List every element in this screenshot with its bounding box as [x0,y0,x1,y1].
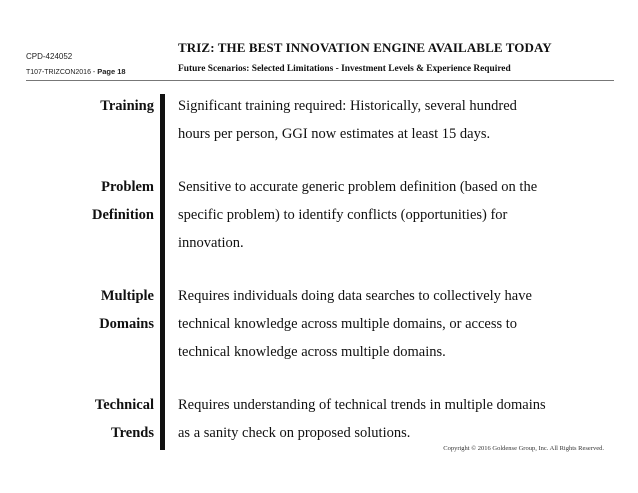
row-description-line: specific problem) to identify conflicts (opportunities) for [178,207,508,223]
document-id: CPD-424052 [26,52,73,61]
row-description-line: technical knowledge across multiple domains. [178,344,446,360]
row-label-line: Multiple [100,288,154,304]
row-description [178,391,618,447]
row-label [100,92,154,120]
row-label-line: Problem [101,179,154,195]
row-label [95,391,154,447]
vertical-divider-bar [160,94,165,450]
row-label-line: Trends [111,425,154,441]
row-description-line: innovation. [178,235,244,251]
copyright-notice: Copyright © 2016 Goldense Group, Inc. All Rights Reserved. [443,445,604,452]
slide-subtitle: Future Scenarios: Selected Limitations - Investment Levels & Experience Required [178,64,511,74]
row-description [178,173,618,257]
row-label [92,173,154,229]
header-divider [26,80,614,81]
row-description-line: Sensitive to accurate generic problem definition (based on the [178,179,538,195]
row-label-line: Training [100,98,154,114]
row-label [99,282,154,338]
row-description-line: hours per person, GGI now estimates at least 15 days. [178,126,491,142]
row-label-line: Domains [99,316,154,332]
page-reference [26,67,126,76]
row-description-line: Requires individuals doing data searches to collectively have [178,288,532,304]
row-description [178,282,618,366]
row-label-line: Technical [94,397,154,413]
row-description-line: Significant training required: Historically, several hundred [178,98,517,114]
row-label-line: Definition [91,207,154,223]
page-prefix: T107-TRIZCON2016 - [26,69,98,76]
row-description-line: Requires understanding of technical trends in multiple domains [178,397,546,413]
row-description-line: technical knowledge across multiple domains, or access to [178,316,518,332]
page-number: Page 18 [97,67,126,76]
row-description-line: as a sanity check on proposed solutions. [178,425,411,441]
slide-title: TRIZ: THE BEST INNOVATION ENGINE AVAILABLE TODAY [178,40,552,55]
row-description [178,92,618,148]
